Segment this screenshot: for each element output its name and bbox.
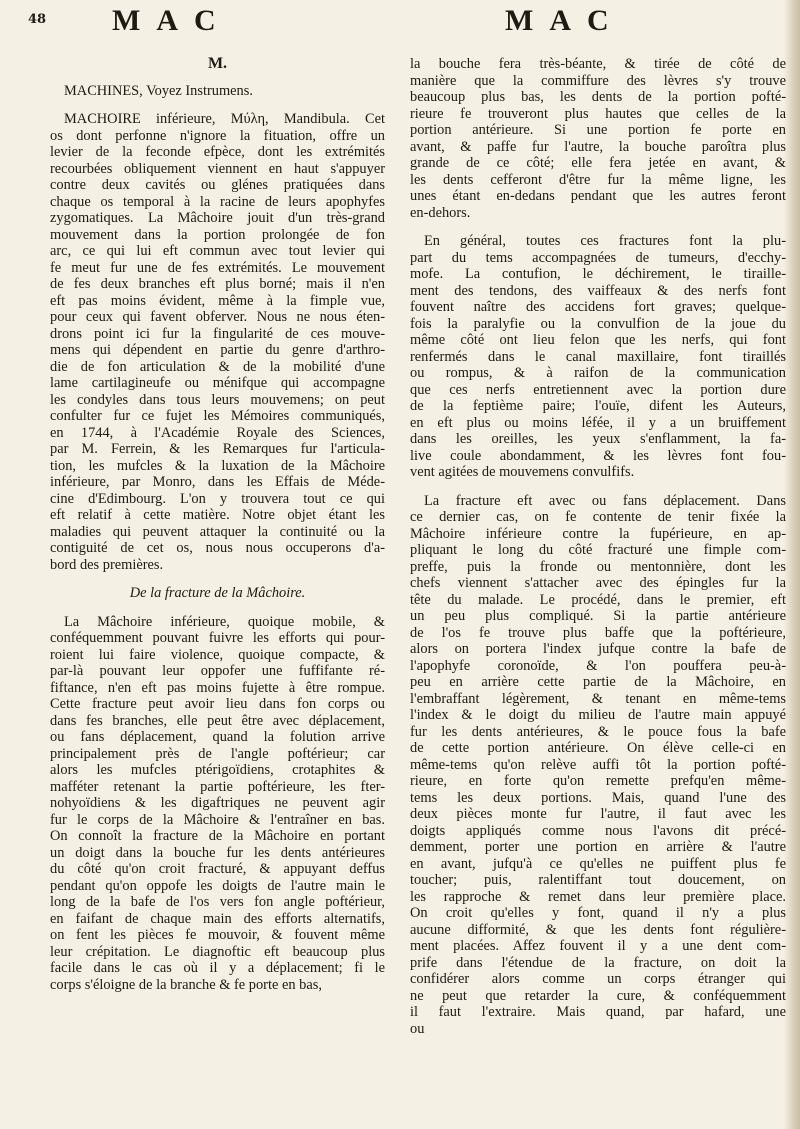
text-line: prife dans l'étendue de la fracture, on doit la (410, 954, 786, 971)
text-line: toucher; puis, ralentiffant tout doucement, on (410, 872, 786, 888)
text-line: rieure fe trouveront plus hautes que celles de la (410, 105, 786, 122)
text-line: fur le corps de la Mâchoire & l'entraîner en bas. (50, 811, 385, 828)
text-line: deux pièces monte fur l'autre, il faut avec les (410, 806, 786, 822)
text-line: tion, les mufcles & la luxation de la Mâchoire (50, 457, 385, 474)
text-line: fouvent naître des accidens fort graves; quelque- (410, 299, 786, 315)
text-line: en eft plus ou moins léfée, il y a un bruiffement (410, 414, 786, 431)
text-line: même côté ont lieu felon que les nerfs, qui font (410, 332, 786, 348)
paragraph-en-general (410, 233, 786, 481)
text-line: confidérer alors comme un corps étranger qui (410, 971, 786, 987)
text-line: preffe, puis la fronde ou mentonnière, dont les (410, 558, 786, 575)
page-edge-shadow (784, 0, 800, 1129)
text-line: de cette portion antérieure. On élève celle-ci en (410, 740, 786, 756)
text-line: La fracture eft avec ou fans déplacement. Dans (424, 492, 786, 509)
text-line: contiguité de cet os, nous nous occuperons d'a- (50, 540, 385, 556)
text-line: live coule abondamment, & les lèvres font fou- (410, 447, 786, 464)
text-line: levier de la feconde efpèce, dont les extrémités (50, 144, 385, 160)
text-line: chefs viennent s'attacher avec des épingles fur la (410, 575, 786, 591)
text-line: il faut l'extraire. Mais quand, par hafard, une (410, 1004, 786, 1020)
text-line: On connoît la fracture de la Mâchoire en portant (50, 828, 385, 844)
text-line: tems les deux portions. Mais, quand l'une des (410, 789, 786, 806)
text-line: unes étant en-dedans pendant que les autres feront (410, 188, 786, 204)
text-line: ou rompus, & à raifon de la communication (410, 365, 786, 381)
text-line: aucune difformité, & que les dents font régulière- (410, 921, 786, 938)
text-line: fois la paralyfie ou la convulfion de la joue du (410, 315, 786, 332)
text-line: principalement près de l'angle poftérieur; car (50, 745, 385, 762)
text-line: peu en arrière cette partie de la Mâchoire, en (410, 674, 786, 690)
paragraph-fracture-intro (50, 614, 385, 994)
text-line: dans fes branches, elle peut être avec déplacement, (50, 712, 385, 729)
text-line: du côté qu'on croit fracturé, & appuyant deffus (50, 861, 385, 877)
text-line: en-dehors. (410, 204, 471, 221)
text-line: tête du malade. Le procédé, dans le premier, eft (410, 591, 786, 608)
text-line: beaucoup plus bas, les dents de la portion pofté- (410, 89, 786, 105)
text-line: roient lui faire violence, quoique compacte, & (50, 646, 385, 663)
text-line: drons point ici fur la fingularité de ces mouve- (50, 325, 385, 342)
text-line: en faifant de chaque main des efforts alternatifs, (50, 910, 385, 927)
text-line: on fent les pièces fe mouvoir, & fouvent même (50, 927, 385, 943)
right-column (410, 56, 786, 1037)
text-line: fur les dents antérieures, & le pouce fous la bafe (410, 723, 786, 740)
text-line: mens qui dépendent en partie du genre d'arthro- (50, 342, 385, 358)
text-line: mafféter retenant la partie poftérieure, les fter- (50, 778, 385, 795)
text-line: pour ceux qui favent obferver. Nous ne nous éten- (50, 309, 385, 325)
section-letter: M. (207, 55, 228, 72)
text-line: corps s'éloigne de la branche & fe porte en bas, (50, 976, 322, 993)
text-line: leur crépitation. Le diagnoftic eft beaucoup plus (50, 943, 385, 960)
text-line: conféquemment pouvant fuivre les efforts qui pour- (50, 630, 385, 646)
running-head-right: MAC (505, 4, 625, 37)
text-line: de fes deux branches eft plus borné; mais il n'en (50, 276, 385, 292)
text-line: nohyoïdiens & les digaftriques ne peuvent agir (50, 795, 385, 811)
text-line: mouvement dans la portion prolongée de fon (50, 226, 385, 243)
text-line: les rapproche & remet dans leur première place. (410, 888, 786, 905)
subheading-fracture: De la fracture de la Mâchoire. (129, 585, 306, 601)
text-line: os dont perfonne n'ignore la fituation, offre un (50, 127, 385, 144)
text-line: les dents cefferont d'être fur la même ligne, les (410, 171, 786, 188)
paragraph-deplacement (410, 493, 786, 1038)
text-line: doigts appliqués comme nous l'avons dit précé- (410, 822, 786, 839)
text-line: même-tems qu'on relève auffi tôt la portion pofté- (410, 756, 786, 773)
text-line: fe meut fur une de fes extrémités. Le mouvement (50, 259, 385, 276)
text-line: lame cartilagineufe ou ménifque qui accompagne (50, 375, 385, 391)
text-line: zygomatiques. La Mâchoire jouit d'un très-grand (50, 210, 385, 226)
text-line: de la feptième paire; l'ouïe, difent les Auteurs, (410, 398, 786, 414)
text-line: dans les oreilles, les yeux s'enflamment, la fa- (410, 431, 786, 447)
text-line: ment placées. Affez fouvent il y a une dent com- (410, 938, 786, 954)
text-line: rieure, en forte qu'on remette prefqu'en même- (410, 773, 786, 789)
text-line: inférieure, par Monro, dans les Effais de Méde- (50, 474, 385, 490)
text-line: en avant, jufqu'à ce qu'elles ne puiffent plus fe (410, 855, 786, 872)
text-line: de l'os fe trouve plus baffe que la poftérieure, (410, 624, 786, 641)
text-line: ou (410, 1020, 425, 1037)
page-number: 48 (28, 12, 47, 27)
left-column (50, 56, 385, 993)
text-line: demment, porter une portion en arrière & l'autre (410, 839, 786, 855)
text-line: chaque os temporal à la racine de leurs apophyfes (50, 193, 385, 210)
text-line: On croit qu'elles y font, quand il n'y a plus (410, 905, 786, 921)
paragraph-machoire (50, 111, 385, 573)
text-line: que ces nerfs entretiennent avec la portion dure (410, 381, 786, 398)
paragraph-bouche (410, 56, 786, 221)
text-line: ment des tendons, des vaiffeaux & des nerfs font (410, 282, 786, 299)
text-line: l'apophyfe coronoïde, & l'on pouffera peu-à- (410, 657, 786, 674)
text-line: long de la bafe de l'os vers fon angle poftérieur, (50, 894, 385, 910)
text-line: par M. Ferrein, & les Remarques fur l'articula- (50, 441, 385, 457)
text-line: avant, & paffe fur l'autre, la bouche paroîtra plus (410, 138, 786, 155)
text-line: l'index & le doigt du milieu de l'autre main appuyé (410, 707, 786, 723)
text-line: La Mâchoire inférieure, quoique mobile, & (64, 613, 385, 630)
text-line: portion antérieure. Si une portion fe porte en (410, 122, 786, 138)
text-line: arc, ce qui lui eft commun avec tout levier qui (50, 243, 385, 259)
text-line: pliquant le long du côté fracturé une fimple com- (410, 542, 786, 558)
text-line: contre deux cavités ou glénes pratiquées dans (50, 177, 385, 193)
text-line: confulter fur ce fujet les Mémoires communiqués, (50, 408, 385, 424)
text-line: ou fans déplacement, quand la folution arrive (50, 729, 385, 745)
text-line: bord des premières. (50, 556, 164, 573)
text-line: manière que la commiffure des lèvres s'y trouve (410, 72, 786, 89)
text-line: MACHINES, Voyez Instrumens. (64, 82, 253, 99)
text-line: facile dans le cas où il y a déplacement; fi le (50, 960, 385, 976)
text-line: vent agitées de mouvemens convulfifs. (410, 464, 635, 480)
text-line: ce dernier cas, on fe contente de tenir fixée la (410, 509, 786, 525)
text-line: la bouche fera très-béante, & tirée de côté de (410, 56, 786, 72)
text-line: die de fon articulation & de la mobilité d'une (50, 358, 385, 375)
text-line: Mâchoire inférieure contre la fupérieure, en ap- (410, 525, 786, 542)
running-head-left: MAC (112, 4, 232, 37)
text-line: pendant qu'on oppofe les doigts de l'autre main le (50, 877, 385, 894)
text-line: En général, toutes ces fractures font la plu- (424, 233, 786, 249)
text-line: mofe. La contufion, le déchirement, le tiraille- (410, 266, 786, 282)
text-line: en 1744, à l'Académie Royale des Sciences, (50, 424, 385, 441)
text-line: les condyles dans tous leurs mouvemens; on peut (50, 391, 385, 408)
text-line: renfermés dans le canal maxillaire, font tiraillés (410, 348, 786, 365)
text-line: fiftance, n'en eft pas moins fujette à être rompue. (50, 679, 385, 696)
text-line: ne peut que retarder la cure, & conféquemment (410, 987, 786, 1004)
paragraph-machines (50, 83, 385, 100)
text-line: Cette fracture peut avoir lieu dans fon corps ou (50, 696, 385, 712)
text-line: eft relatif à cette matière. Notre objet étant les (50, 507, 385, 523)
text-line: grande de ce côté; elle fera jetée en avant, & (410, 155, 786, 171)
text-line: cine d'Edimbourg. L'on y trouvera tout ce qui (50, 490, 385, 507)
text-line: par-là pouvant leur oppofer une fuffifante ré- (50, 663, 385, 679)
text-line: maladies qui peuvent attaquer la continuité ou la (50, 523, 385, 540)
text-line: un doigt dans la bouche fur les dents antérieures (50, 844, 385, 861)
text-line: l'embraffant légèrement, & tenant en même-tems (410, 690, 786, 707)
text-line: alors les mufcles ptérigoïdiens, crotaphites & (50, 762, 385, 778)
text-line: recourbées obliquement viennent en haut s'appuyer (50, 160, 385, 177)
text-line: part du tems accompagnées de tumeurs, d'ecchy- (410, 249, 786, 266)
text-line: eft pas moins évident, même à la fimple vue, (50, 292, 385, 309)
text-line: alors on portera l'index jufque contre la bafe de (410, 641, 786, 657)
text-line: MACHOIRE inférieure, Μύλη, Mandibula. Cet (64, 111, 385, 127)
text-line: un peu plus compliqué. Si la partie antérieure (410, 608, 786, 624)
